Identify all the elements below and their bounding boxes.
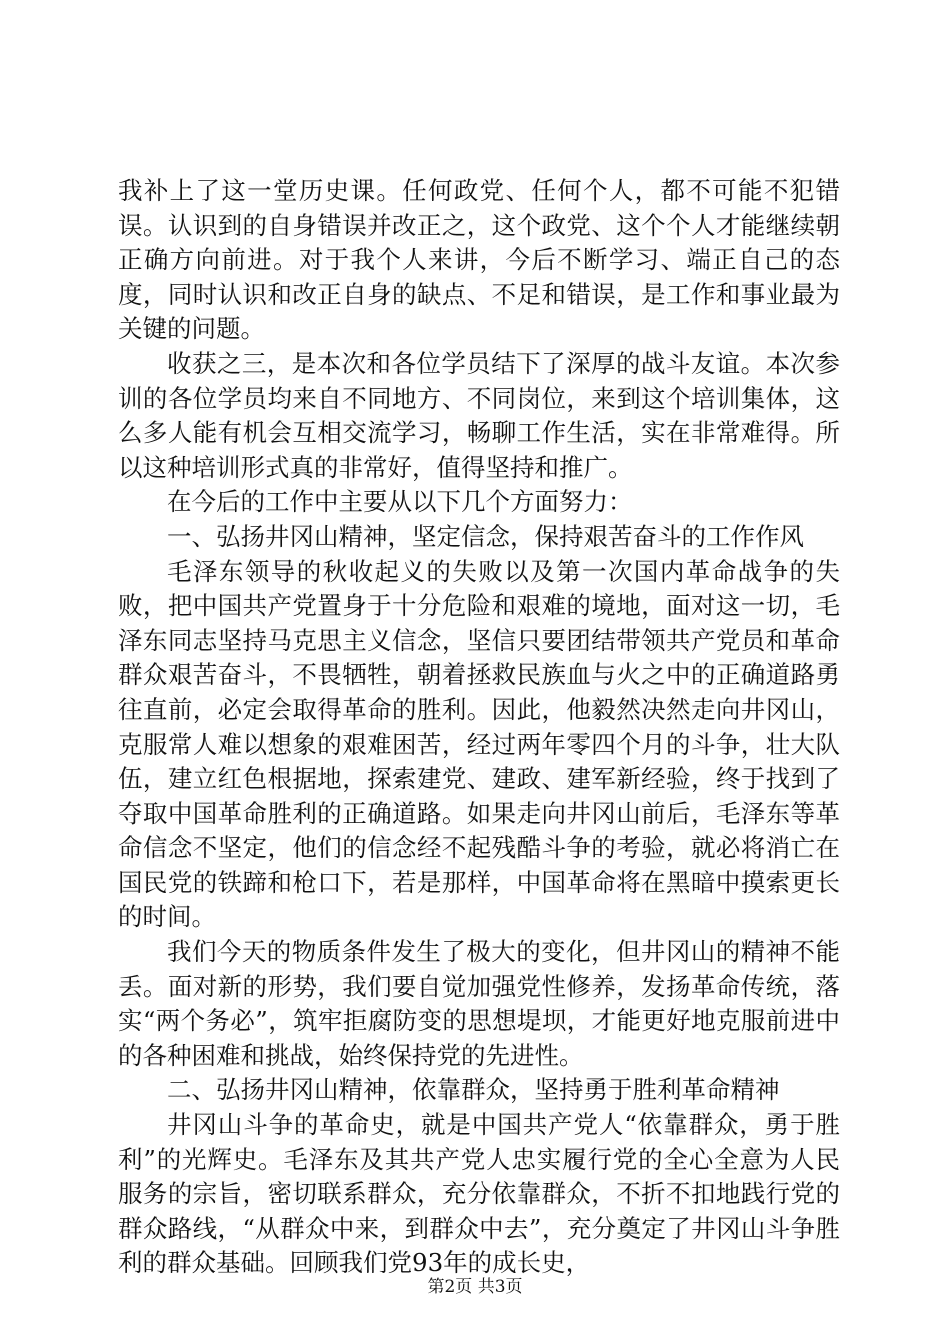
paragraph-1: 我补上了这一堂历史课。任何政党、任何个人，都不可能不犯错误。认识到的自身错误并改正之，这个政党、这个个人才能继续朝正确方向前进。对于我个人来讲，今后不断学习、端正自己的态度，同时认识和改正自身的缺点、不足和错误，是工作和事业最为关键的问题。 (118, 176, 840, 344)
paragraph-4: 毛泽东领导的秋收起义的失败以及第一次国内革命战争的失败，把中国共产党置身于十分危险和艰难的境地，面对这一切，毛泽东同志坚持马克思主义信念，坚信只要团结带领共产党员和革命群众艰苦奋斗，不畏牺牲，朝着拯救民族血与火之中的正确道路勇往直前，必定会取得革命的胜利。因此，他毅然决然走向井冈山，克服常人难以想象的艰难困苦，经过两年零四个月的斗争，壮大队伍，建立红色根据地，探索建党、建政、建军新经验，终于找到了夺取中国革命胜利的正确道路。如果走向井冈山前后，毛泽东等革命信念不坚定，他们的信念经不起残酷斗争的考验，就必将消亡在国民党的铁蹄和枪口下，若是那样，中国革命将在黑暗中摸索更长的时间。 (118, 556, 840, 932)
section-heading-1: 一、弘扬井冈山精神，坚定信念，保持艰苦奋斗的工作作风 (167, 521, 804, 551)
paragraph-2: 收获之三，是本次和各位学员结下了深厚的战斗友谊。本次参训的各位学员均来自不同地方、不同岗位，来到这个培训集体，这么多人能有机会互相交流学习，畅聊工作生活，实在非常难得。所以这种培训形式真的非常好，值得坚持和推广。 (118, 348, 840, 482)
section-heading-2: 二、弘扬井冈山精神，依靠群众，坚持勇于胜利革命精神 (167, 1075, 780, 1105)
document-body (118, 174, 840, 1281)
paragraph-5: 我们今天的物质条件发生了极大的变化，但井冈山的精神不能丢。面对新的形势，我们要自觉加强党性修养，发扬革命传统，落实“两个务必”，筑牢拒腐防变的思想堤坝，才能更好地克服前进中的各种困难和挑战，始终保持党的先进性。 (118, 937, 840, 1070)
paragraph-6: 井冈山斗争的革命史，就是中国共产党人“依靠群众，勇于胜利”的光辉史。毛泽东及其共产党人忠实履行党的全心全意为人民服务的宗旨，密切联系群众，充分依靠群众，不折不扣地践行党的群众路线，“从群众中来，到群众中去”，充分奠定了井冈山斗争胜利的群众基础。回顾我们党93年的成长史， (118, 1110, 840, 1278)
page-footer: 第2页 共3页 (427, 1277, 523, 1297)
paragraph-3: 在今后的工作中主要从以下几个方面努力： (167, 487, 633, 517)
